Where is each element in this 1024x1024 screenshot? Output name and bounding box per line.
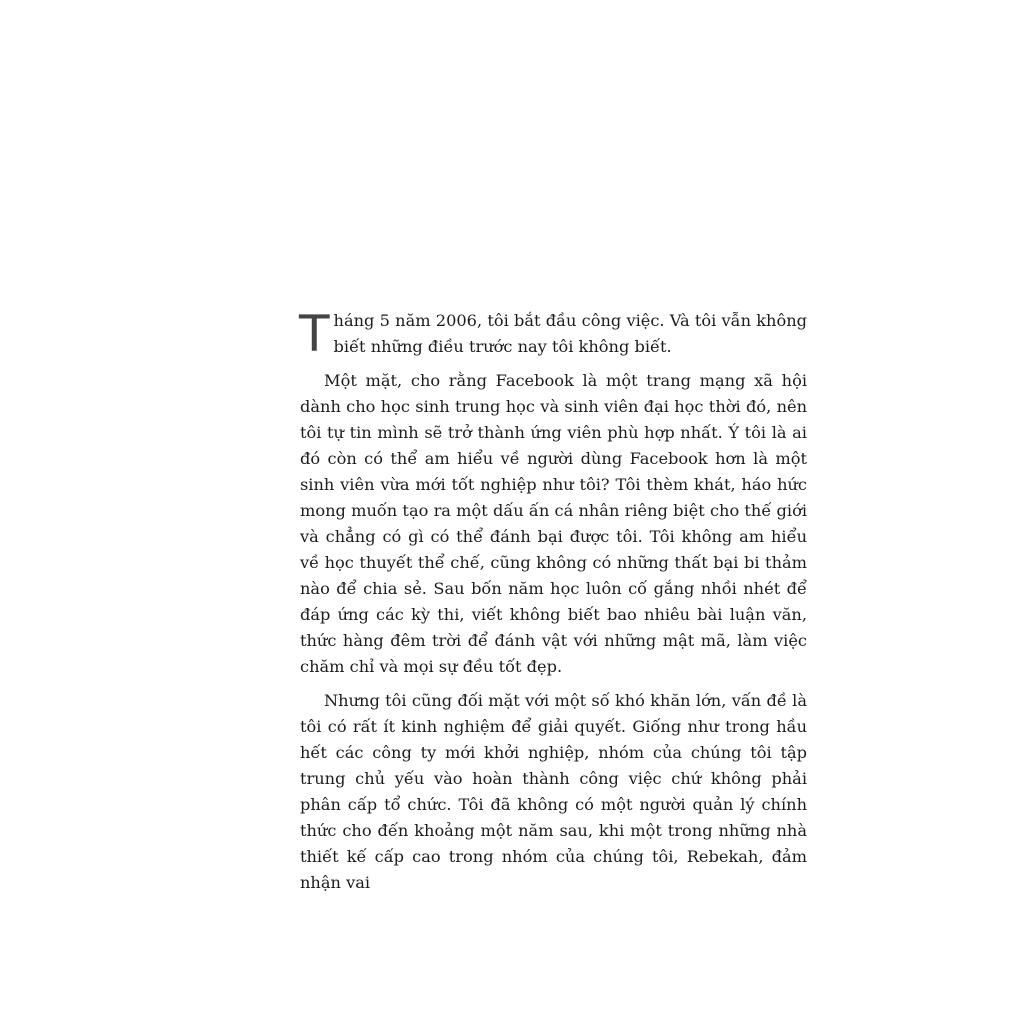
- chapter-text: [299, 305, 807, 904]
- paragraph-2: Một mặt, cho rằng Facebook là một trang mạng xã hội dành cho học sinh trung học và sinh viên đại học thời đó, nên tôi tự tin mình sẽ trở thành ứng viên phù hợp nhất. Ý tôi là ai đó còn có thể am hiểu về người dùng Facebook hơn là một sinh viên vừa mới tốt nghiệp như tôi? Tôi thèm khát, háo hức mong muốn tạo ra một dấu ấn cá nhân riêng biệt cho thế giới và chẳng có gì có thể đánh bại được tôi. Tôi không am hiểu về học thuyết thể chế, cũng không có những thất bại bi thảm nào để chia sẻ. Sau bốn năm học luôn cố gắng nhồi nhét để đáp ứng các kỳ thi, viết không biết bao nhiêu bài luận văn, thức hàng đêm trời để đánh vật với những mật mã, làm việc chăm chỉ và mọi sự đều tốt đẹp.: [300, 371, 807, 676]
- drop-cap-letter: T: [299, 305, 330, 363]
- paragraph-1-text: háng 5 năm 2006, tôi bắt đầu công việc. Và tôi vẫn không biết những điều trước nay tôi không biết.: [333, 311, 807, 356]
- paragraph-1: [299, 305, 807, 363]
- paragraph-3: Nhưng tôi cũng đối mặt với một số khó khăn lớn, vấn đề là tôi có rất ít kinh nghiệm để giải quyết. Giống như trong hầu hết các công ty mới khởi nghiệp, nhóm của chúng tôi tập trung chủ yếu vào hoàn thành công việc chứ không phải phân cấp tổ chức. Tôi đã không có một người quản lý chính thức cho đến khoảng một năm sau, khi một trong những nhà thiết kế cấp cao trong nhóm của chúng tôi, Rebekah, đảm nhận vai: [300, 691, 807, 892]
